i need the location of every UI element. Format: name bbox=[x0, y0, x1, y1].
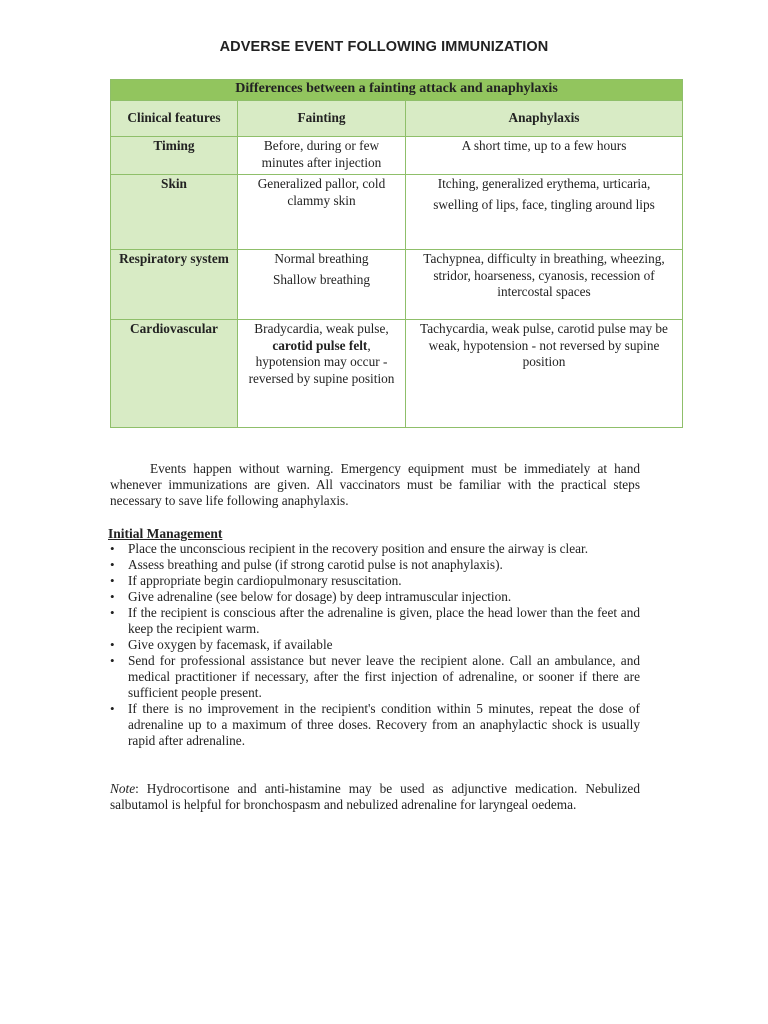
note-label: Note bbox=[110, 781, 136, 796]
page-title: ADVERSE EVENT FOLLOWING IMMUNIZATION bbox=[219, 39, 549, 55]
cell-respiratory-anaphylaxis bbox=[406, 250, 683, 320]
list-item bbox=[110, 653, 640, 701]
cell-skin-fainting bbox=[238, 175, 406, 250]
cell-text: Itching, generalized erythema, urticaria, bbox=[437, 176, 651, 191]
cell-text: Generalized pallor, cold clammy skin bbox=[257, 176, 386, 208]
table-caption: Differences between a fainting attack and anaphylaxis bbox=[111, 80, 683, 101]
bullet-icon: • bbox=[110, 541, 115, 556]
column-header-fainting: Fainting bbox=[238, 101, 406, 137]
cell-text: Tachycardia, weak pulse, carotid pulse may be weak, hypotension - not reversed by supine position bbox=[420, 321, 668, 369]
initial-management-heading: Initial Management bbox=[108, 526, 223, 541]
bullet-icon: • bbox=[110, 605, 115, 620]
cell-cardiovascular-anaphylaxis bbox=[406, 320, 683, 428]
list-item bbox=[110, 605, 640, 637]
bullet-icon: • bbox=[110, 637, 115, 652]
list-item-text: Place the unconscious recipient in the recovery position and ensure the airway is clear. bbox=[128, 541, 589, 556]
cell-text-part: , hypotension may occur - reversed by supine position bbox=[248, 337, 395, 386]
cell-respiratory-fainting bbox=[238, 250, 406, 320]
table-row-cardiovascular bbox=[111, 320, 683, 428]
column-header-clinical-features: Clinical features bbox=[111, 101, 238, 137]
row-feature-skin: Skin bbox=[111, 175, 238, 250]
column-header-anaphylaxis: Anaphylaxis bbox=[406, 101, 683, 137]
bullet-icon: • bbox=[110, 701, 115, 716]
row-feature-respiratory: Respiratory system bbox=[111, 250, 238, 320]
cell-text: Before, during or few minutes after injection bbox=[261, 138, 382, 170]
list-item bbox=[110, 573, 640, 589]
cell-text: swelling of lips, face, tingling around lips bbox=[433, 196, 655, 212]
cell-cardiovascular-fainting bbox=[238, 320, 406, 428]
cell-text: A short time, up to a few hours bbox=[461, 138, 627, 153]
list-item-text: Assess breathing and pulse (if strong carotid pulse is not anaphylaxis). bbox=[128, 557, 503, 572]
bullet-icon: • bbox=[110, 573, 115, 588]
cell-text-part: Bradycardia, weak pulse, bbox=[254, 321, 389, 336]
cell-text: Tachypnea, difficulty in breathing, wheezing, stridor, hoarseness, cyanosis, recession of intercostal spaces bbox=[423, 251, 665, 299]
list-item-text: Give adrenaline (see below for dosage) by deep intramuscular injection. bbox=[128, 589, 512, 604]
cell-text: Normal breathing bbox=[274, 251, 369, 266]
list-item-text: Send for professional assistance but never leave the recipient alone. Call an ambulance, and medical practitioner if necessary, after the first injection of adrenaline, or sooner if there are sufficient people present. bbox=[128, 653, 640, 700]
cell-text: Shallow breathing bbox=[272, 271, 371, 287]
cell-skin-anaphylaxis bbox=[406, 175, 683, 250]
cell-text-bold: carotid pulse felt bbox=[272, 337, 368, 353]
row-feature-cardiovascular: Cardiovascular bbox=[111, 320, 238, 428]
comparison-table bbox=[110, 79, 683, 428]
intro-paragraph: Events happen without warning. Emergency equipment must be immediately at hand whenever immunizations are given. All vaccinators must be familiar with the practical steps necessary to save life following anaphylaxis. bbox=[110, 461, 640, 508]
list-item bbox=[110, 557, 640, 573]
list-item bbox=[110, 637, 640, 653]
list-item-text: Give oxygen by facemask, if available bbox=[128, 637, 333, 652]
list-item bbox=[110, 701, 640, 749]
note-paragraph bbox=[110, 781, 640, 813]
table-row-respiratory bbox=[111, 250, 683, 320]
cell-timing-anaphylaxis bbox=[406, 137, 683, 175]
row-feature-timing: Timing bbox=[111, 137, 238, 175]
table-row-timing bbox=[111, 137, 683, 175]
bullet-icon: • bbox=[110, 557, 115, 572]
table-row-skin bbox=[111, 175, 683, 250]
bullet-icon: • bbox=[110, 653, 115, 668]
list-item bbox=[110, 541, 640, 557]
list-item-text: If appropriate begin cardiopulmonary resuscitation. bbox=[128, 573, 402, 588]
initial-management-list bbox=[110, 541, 640, 749]
cell-timing-fainting bbox=[238, 137, 406, 175]
list-item-text: If there is no improvement in the recipient's condition within 5 minutes, repeat the dose of adrenaline up to a maximum of three doses. Recovery from an anaphylactic shock is usually rapid after adrenaline. bbox=[128, 701, 640, 748]
cell-text bbox=[242, 321, 401, 387]
list-item-text: If the recipient is conscious after the adrenaline is given, place the head lower than the feet and keep the recipient warm. bbox=[128, 605, 640, 636]
bullet-icon: • bbox=[110, 589, 115, 604]
list-item bbox=[110, 589, 640, 605]
note-text: : Hydrocortisone and anti-histamine may be used as adjunctive medication. Nebulized salbutamol is helpful for bronchospasm and nebulized adrenaline for laryngeal oedema. bbox=[110, 781, 640, 812]
